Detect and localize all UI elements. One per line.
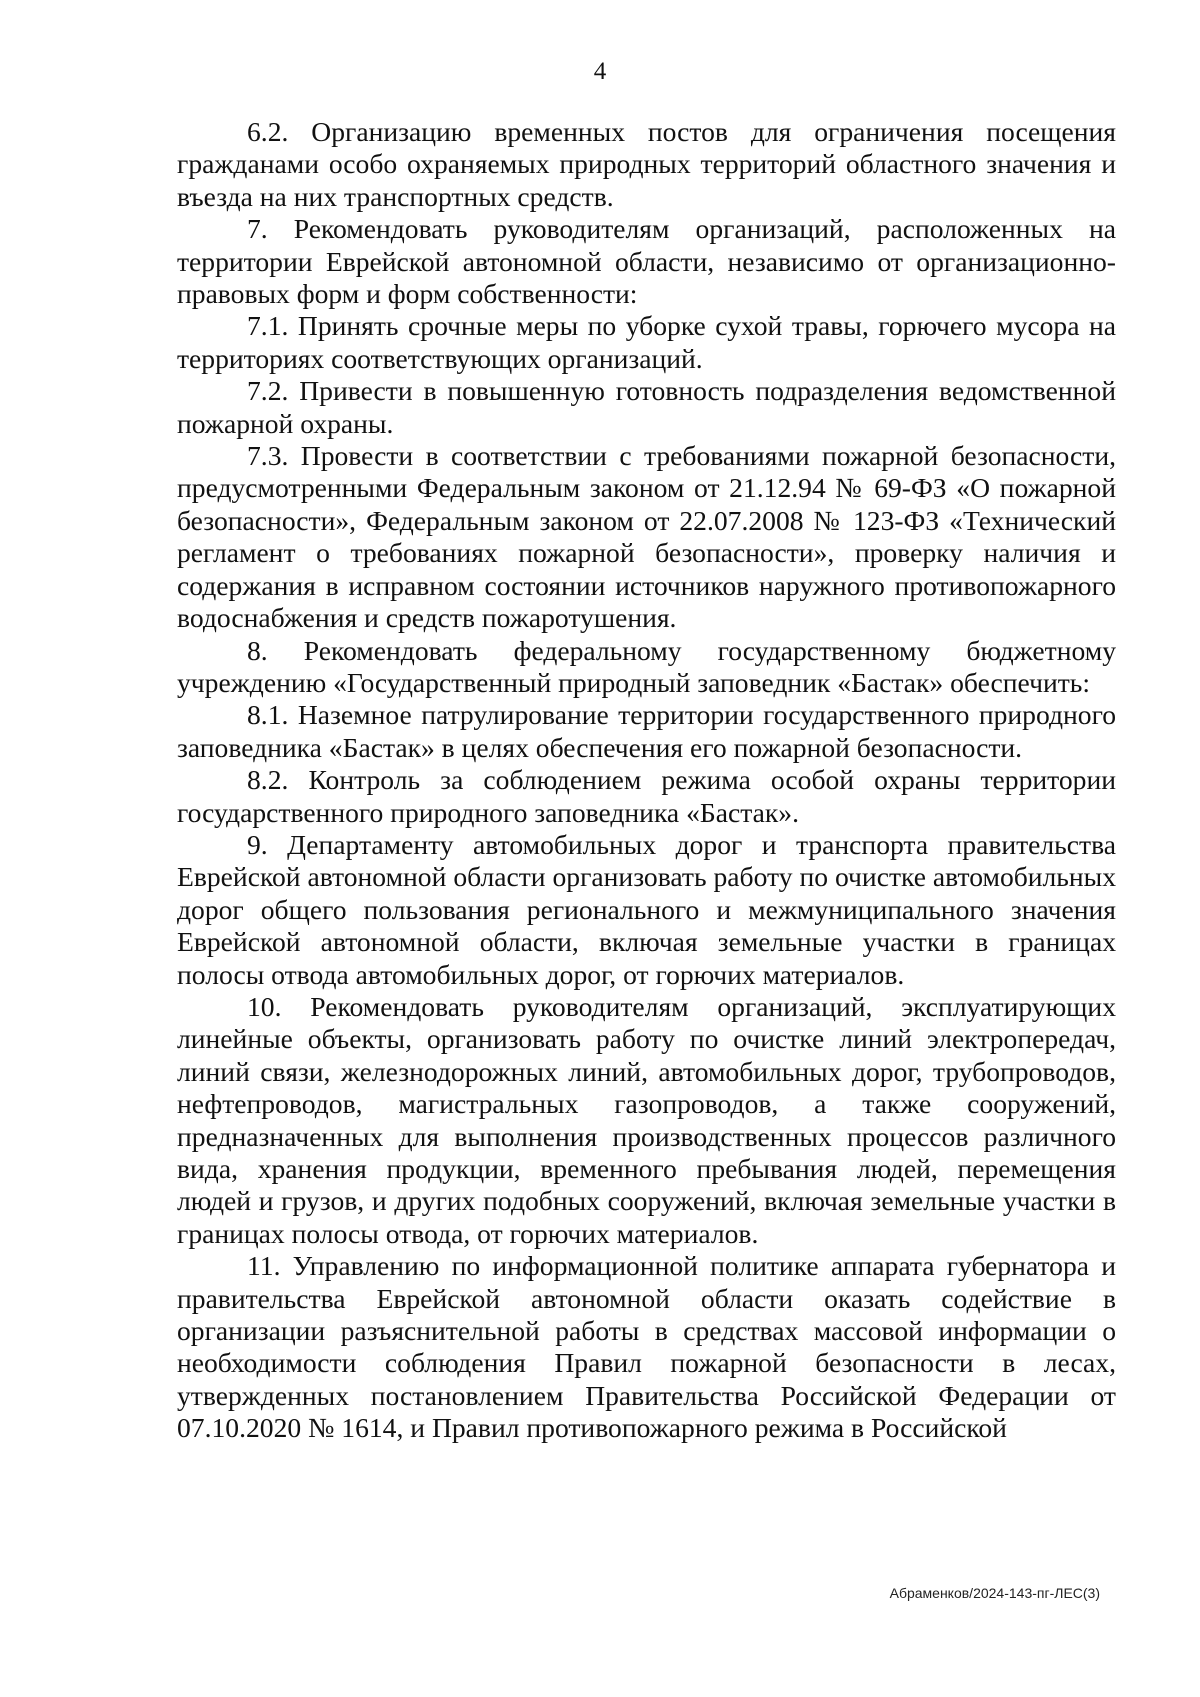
document-footer-code: Абраменков/2024-143-пг-ЛЕС(3) [889,1585,1100,1601]
document-body [177,116,1116,1445]
paragraph-8-2: 8.2. Контроль за соблюдением режима особой охраны территории государственного природного заповедника «Бастак». [177,764,1116,828]
paragraph-7-3: 7.3. Провести в соответствии с требованиями пожарной безопасности, предусмотренными Федеральным законом от 21.12.94 № 69-ФЗ «О пожарной безопасности», Федеральным законом от 22.07.2008 № 123-ФЗ «Технический регламент о требованиях пожарной безопасности», проверку наличия и содержания в исправном состоянии источников наружного противопожарного водоснабжения и средств пожаротушения. [177,440,1116,634]
paragraph-6-2: 6.2. Организацию временных постов для ограничения посещения гражданами особо охраняемых природных территорий областного значения и въезда на них транспортных средств. [177,116,1116,212]
paragraph-7-1: 7.1. Принять срочные меры по уборке сухой травы, горючего мусора на территориях соответствующих организаций. [177,310,1116,374]
paragraph-10: 10. Рекомендовать руководителям организаций, эксплуатирующих линейные объекты, организовать работу по очистке линий электропередач, линий связи, железнодорожных линий, автомобильных дорог, трубопроводов, нефтепроводов, магистральных газопроводов, а также сооружений, предназначенных для выполнения производственных процессов различного вида, хранения продукции, временного пребывания людей, перемещения людей и грузов, и других подобных сооружений, включая земельные участки в границах полосы отвода, от горючих материалов. [177,990,1116,1249]
paragraph-8: 8. Рекомендовать федеральному государственному бюджетному учреждению «Государственный природный заповедник «Бастак» обеспечить: [177,634,1116,698]
paragraph-7: 7. Рекомендовать руководителям организаций, расположенных на территории Еврейской автономной области, независимо от организационно-правовых форм и форм собственности: [177,213,1116,310]
paragraph-8-1: 8.1. Наземное патрулирование территории государственного природного заповедника «Бастак» в целях обеспечения его пожарной безопасности. [177,699,1116,763]
paragraph-7-2: 7.2. Привести в повышенную готовность подразделения ведомственной пожарной охраны. [177,375,1116,439]
page-number: 4 [593,58,607,85]
paragraph-11: 11. Управлению по информационной политике аппарата губернатора и правительства Еврейской автономной области оказать содействие в организации разъяснительной работы в средствах массовой информации о необходимости соблюдения Правил пожарной безопасности в лесах, утвержденных постановлением Правительства Российской Федерации от 07.10.2020 № 1614, и Правил противопожарного режима в Российской [177,1250,1116,1444]
paragraph-9: 9. Департаменту автомобильных дорог и транспорта правительства Еврейской автономной области организовать работу по очистке автомобильных дорог общего пользования регионального и межмуниципального значения Еврейской автономной области, включая земельные участки в границах полосы отвода автомобильных дорог, от горючих материалов. [177,828,1116,990]
